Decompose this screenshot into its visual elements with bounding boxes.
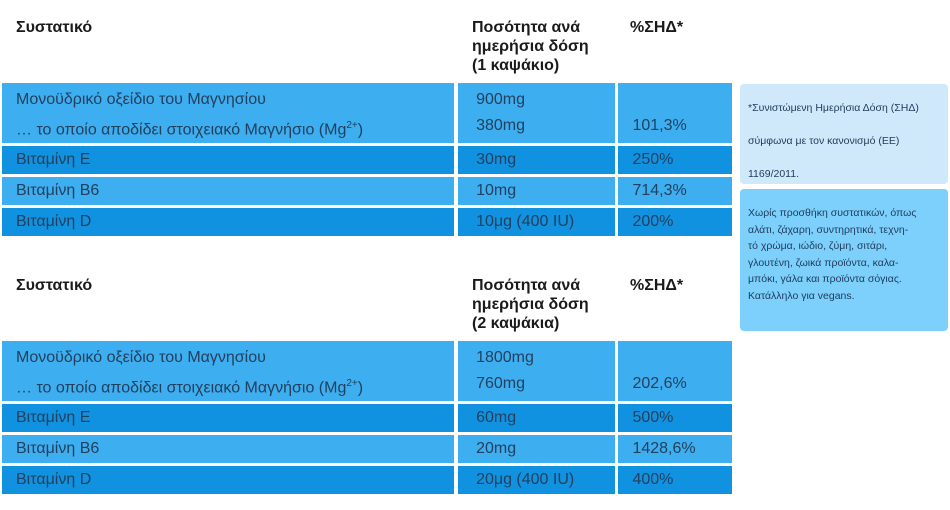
table-row [2,341,732,401]
rdi-footnote-box: *Συνιστώμενη Ημερήσια Δόση (ΣΗΔ) σύμφωνα με τον κανονισμό (ΕΕ) 1169/2011. [740,84,948,184]
table-header [2,0,732,80]
header-rdi: %ΣΗΔ* [630,277,684,294]
rdi-value: 400% [618,466,732,494]
rdi-value: 1428,6% [618,435,732,463]
quantity-value: 10mg [458,177,615,205]
header-quantity: Ποσότητα ανά ημερήσια δόση (1 καψάκιο) [472,19,589,74]
table-row [2,146,732,174]
quantity-value: 30mg [458,146,615,174]
header-ingredient: Συστατικό [16,19,93,36]
nutrition-table-2-capsules [2,258,732,497]
quantity-value: 1800mg 760mg [458,341,615,401]
table-row [2,435,732,463]
free-from-note-box: Χωρίς προσθήκη συστατικών, όπως αλάτι, ζάχαρη, συντηρητικά, τεχνη- τό χρώμα, ιώδιο, ζύμη, σιτάρι, γλουτένη, ζωικά προϊόντα, καλα- μπόκι, γάλα και προϊόντα σόγιας. Κατάλληλο για vegans. [740,189,948,331]
ingredient-name: Βιταμίνη E [2,146,454,174]
table-row [2,466,732,494]
table-header [2,258,732,338]
ingredient-name: Βιταμίνη E [2,404,454,432]
nutrition-table-1-capsule [2,0,732,239]
rdi-value: 200% [618,208,732,236]
ingredient-name: Βιταμίνη D [2,466,454,494]
header-rdi: %ΣΗΔ* [630,19,684,36]
table-row [2,177,732,205]
quantity-value: 900mg 380mg [458,83,615,143]
quantity-value: 20mg [458,435,615,463]
ingredient-name: Βιταμίνη D [2,208,454,236]
table-row [2,208,732,236]
rdi-value: 101,3% [618,83,732,143]
quantity-value: 20μg (400 IU) [458,466,615,494]
ingredient-name: Μονοϋδρικό οξείδιο του Μαγνησίου … το οποίο αποδίδει στοιχειακό Μαγνήσιο $(Mg^{2+})$ [2,341,454,401]
quantity-value: 10μg (400 IU) [458,208,615,236]
rdi-value: 202,6% [618,341,732,401]
ingredient-name: Βιταμίνη B6 [2,435,454,463]
header-quantity: Ποσότητα ανά ημερήσια δόση (2 καψάκια) [472,277,589,332]
rdi-value: 250% [618,146,732,174]
rdi-value: 500% [618,404,732,432]
table-row [2,83,732,143]
table-row [2,404,732,432]
quantity-value: 60mg [458,404,615,432]
rdi-value: 714,3% [618,177,732,205]
ingredient-name: Βιταμίνη B6 [2,177,454,205]
header-ingredient: Συστατικό [16,277,93,294]
ingredient-name: Μονοϋδρικό οξείδιο του Μαγνησίου … το οποίο αποδίδει στοιχειακό Μαγνήσιο $(Mg^{2+})$ [2,83,454,143]
